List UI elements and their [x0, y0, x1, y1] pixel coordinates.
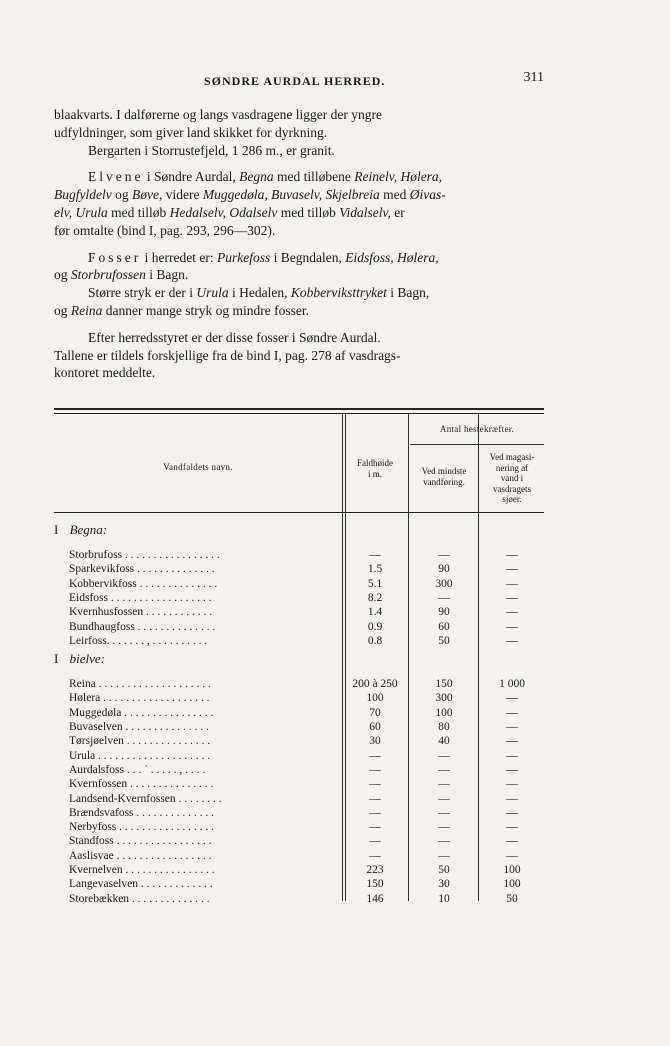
hp-min-flow: 300 — [435, 577, 453, 590]
fall-height: — — [369, 549, 381, 561]
group-bielve-label — [54, 652, 326, 666]
running-header — [54, 70, 544, 92]
paragraph-geology: blaakvarts. I dalførerne og langs vasdragene ligger der yngre udfyldninger, som giver land skikket for dyrkning. — [54, 107, 382, 140]
group-begna-prefix: I — [54, 523, 59, 537]
waterfall-name: Muggedøla . . . . . . . . . . . . . . . . — [69, 706, 214, 719]
fall-height: 0.8 — [367, 634, 383, 647]
table-header — [54, 414, 544, 513]
waterfall-name: Kvernfossen . . . . . . . . . . . . . . . — [69, 778, 214, 791]
hp-min-flow: — — [438, 763, 450, 776]
table-row — [54, 706, 544, 720]
group-bielve-prefix: I — [54, 652, 59, 667]
table-row — [54, 734, 544, 748]
paragraph-table-intro: Efter herredsstyret er der disse fosser i Søndre Aurdal. Tallene er tildels forskjellige fra de bind I, pag. 278 af vasdrags- kontoret meddelte. — [54, 329, 401, 381]
body-text — [54, 106, 544, 382]
fall-height: 100 — [366, 692, 384, 705]
hp-storage: — — [506, 549, 518, 561]
table-row — [54, 777, 544, 791]
fall-height: 5.1 — [367, 577, 383, 590]
hp-storage: — — [506, 721, 518, 733]
hp-storage: — — [506, 577, 518, 590]
table-row — [54, 863, 544, 877]
waterfall-table — [54, 408, 544, 905]
header-fall: Faldhøide i m. — [357, 458, 393, 479]
header-title: SØNDRE AURDAL HERRED. — [204, 74, 386, 88]
hp-min-flow: — — [438, 778, 450, 791]
table-row — [54, 691, 544, 705]
hp-min-flow: — — [438, 749, 450, 762]
table-row — [54, 820, 544, 834]
hp-storage: — — [506, 763, 518, 776]
table-row — [54, 620, 544, 634]
fall-height: — — [369, 792, 381, 805]
hp-min-flow: — — [438, 792, 450, 805]
hp-storage: 50 — [506, 892, 518, 905]
group-begna-label — [54, 523, 326, 537]
hp-storage: 100 — [503, 864, 521, 876]
hp-storage: — — [506, 821, 518, 834]
table-row — [54, 849, 544, 863]
hp-storage: 100 — [503, 878, 521, 891]
hp-min-flow: — — [438, 821, 450, 834]
waterfall-name: Kvernelven . . . . . . . . . . . . . . . . — [69, 864, 215, 876]
waterfall-name: Bundhaugfoss . . . . . . . . . . . . . . — [69, 620, 216, 633]
hp-storage: — — [506, 692, 518, 705]
hp-storage: — — [506, 735, 518, 748]
fall-height: — — [369, 821, 381, 834]
hp-min-flow: 50 — [438, 634, 450, 647]
hp-min-flow: 40 — [438, 735, 450, 748]
waterfall-name: Kobbervikfoss . . . . . . . . . . . . . . — [69, 577, 218, 590]
hp-min-flow: — — [438, 591, 450, 604]
waterfall-name: Eidsfoss . . . . . . . . . . . . . . . . . . — [69, 591, 212, 604]
hp-storage: — — [506, 706, 518, 719]
waterfall-name: Langevaselven . . . . . . . . . . . . . — [69, 878, 213, 891]
table-row — [54, 877, 544, 891]
book-page — [54, 70, 544, 905]
group-begna-name: Begna: — [69, 523, 108, 537]
table-row — [54, 548, 544, 562]
table-row — [54, 605, 544, 619]
hp-min-flow: 90 — [438, 606, 450, 619]
hp-min-flow: 10 — [438, 892, 450, 905]
table-row — [54, 806, 544, 820]
table-row — [54, 892, 544, 906]
fall-height: 150 — [366, 878, 384, 891]
waterfall-name: Aurdalsfoss . . . ˙ . . . . . , . . . . — [69, 763, 206, 776]
waterfall-name: Kvernhusfossen . . . . . . . . . . . . — [69, 606, 213, 619]
hp-min-flow: 150 — [435, 678, 453, 691]
waterfall-name: Sparkevikfoss . . . . . . . . . . . . . . — [69, 563, 215, 576]
fall-height: 1.4 — [367, 606, 383, 619]
group-begna — [54, 523, 544, 541]
fall-height: 200 à 250 — [352, 678, 398, 691]
hp-min-flow: 60 — [438, 620, 450, 633]
waterfall-name: Landsend-Kvernfossen . . . . . . . . — [69, 792, 222, 805]
hp-storage: — — [506, 620, 518, 633]
fall-height: 30 — [369, 735, 381, 748]
hp-storage: — — [506, 835, 518, 848]
waterfall-name: Urula . . . . . . . . . . . . . . . . . . . . — [69, 749, 211, 762]
fall-height: — — [369, 849, 381, 862]
paragraph-rivers: Elvene i Søndre Aurdal, Begna med tilløbene Reinelv, Hølera, Bugfyldelv og Bøve, videre Muggedøla, Buvaselv, Skjelbreia med Øivas- elv, Urula med tilløb Hedalselv, Odalselv med tilløb Vidalselv, er før omtalte (bind I, pag. 293, 296—302). — [54, 169, 446, 238]
fall-height: — — [369, 806, 381, 819]
waterfall-name: Storebækken . . . . . . . . . . . . . . — [69, 892, 210, 905]
table-body — [54, 513, 544, 905]
waterfall-name: Nerbyfoss . . . . . . . . . . . . . . . . . — [69, 821, 215, 834]
header-horsepower: Antal hestekræfter. — [439, 424, 515, 434]
hp-storage: — — [506, 849, 518, 862]
table-row — [54, 577, 544, 591]
table-row — [54, 834, 544, 848]
hp-min-flow: 80 — [438, 721, 450, 733]
table-row — [54, 792, 544, 806]
table-row — [54, 634, 544, 648]
fall-height: 146 — [366, 892, 384, 905]
hp-storage: — — [506, 563, 518, 576]
group-bielve-name: bielve: — [69, 652, 105, 667]
header-sub-rule — [410, 444, 544, 445]
paragraph-granite: Bergarten i Storrustefjeld, 1 286 m., er granit. — [88, 142, 335, 158]
waterfall-name: Storbrufoss . . . . . . . . . . . . . . . . . — [69, 549, 220, 561]
fall-height: 60 — [369, 721, 381, 733]
header-min-flow: Ved mindste vandføring. — [421, 466, 467, 487]
fall-height: 0.9 — [367, 620, 383, 633]
hp-min-flow: — — [438, 806, 450, 819]
paragraph-rapids: Større stryk er der i Urula i Hedalen, Kobberviksttryket i Bagn, og Reina danner mange stryk og mindre fosser. — [54, 285, 430, 318]
hp-min-flow: 50 — [438, 864, 450, 876]
waterfall-name: Brændsvafoss . . . . . . . . . . . . . . — [69, 806, 215, 819]
waterfall-name: Reina . . . . . . . . . . . . . . . . . . . . — [69, 678, 211, 691]
fall-height: — — [369, 763, 381, 776]
page-number: 311 — [523, 70, 544, 85]
waterfall-name: Aaslisvae . . . . . . . . . . . . . . . . . — [69, 849, 212, 862]
hp-min-flow: — — [438, 549, 450, 561]
paragraph-waterfalls: Fosser i herredet er: Purkefoss i Begndalen, Eidsfoss, Hølera, og Storbrufossen i Bagn. — [54, 249, 439, 283]
hp-storage: — — [506, 634, 518, 647]
hp-storage: — — [506, 606, 518, 619]
waterfall-name: Tørsjøelven . . . . . . . . . . . . . . . — [69, 735, 211, 748]
table-row — [54, 677, 544, 691]
hp-min-flow: 300 — [435, 692, 453, 705]
waterfall-name: Standfoss . . . . . . . . . . . . . . . . . — [69, 835, 212, 848]
fall-height: 1.5 — [367, 563, 383, 576]
hp-min-flow: 90 — [438, 563, 450, 576]
fall-height: 70 — [369, 706, 381, 719]
waterfall-name: Hølera . . . . . . . . . . . . . . . . . . . — [69, 692, 210, 705]
hp-min-flow: 30 — [438, 878, 450, 891]
waterfall-name: Leirfoss. . . . . . . , . . . . . . . . . . — [69, 634, 208, 647]
hp-storage: — — [506, 749, 518, 762]
header-storage: Ved magasi- nering af vand i vasdragets sjøer. — [489, 452, 535, 504]
hp-min-flow: 100 — [435, 706, 453, 719]
fall-height: 223 — [366, 864, 384, 876]
hp-min-flow: — — [438, 849, 450, 862]
table-row — [54, 763, 544, 777]
group-bielve — [54, 652, 544, 670]
hp-storage: — — [506, 778, 518, 791]
fall-height: — — [369, 778, 381, 791]
fall-height: 8.2 — [367, 591, 383, 604]
hp-min-flow: — — [438, 835, 450, 848]
table-row — [54, 749, 544, 763]
fall-height: — — [369, 835, 381, 848]
hp-storage: — — [506, 792, 518, 805]
hp-storage: 1 000 — [499, 678, 525, 691]
hp-storage: — — [506, 591, 518, 604]
fall-height: — — [369, 749, 381, 762]
hp-storage: — — [506, 806, 518, 819]
table-row — [54, 562, 544, 576]
header-name: Vandfaldets navn. — [163, 462, 233, 472]
table-row — [54, 591, 544, 605]
waterfall-name: Buvaselven . . . . . . . . . . . . . . . — [69, 721, 209, 733]
table-row — [54, 720, 544, 734]
